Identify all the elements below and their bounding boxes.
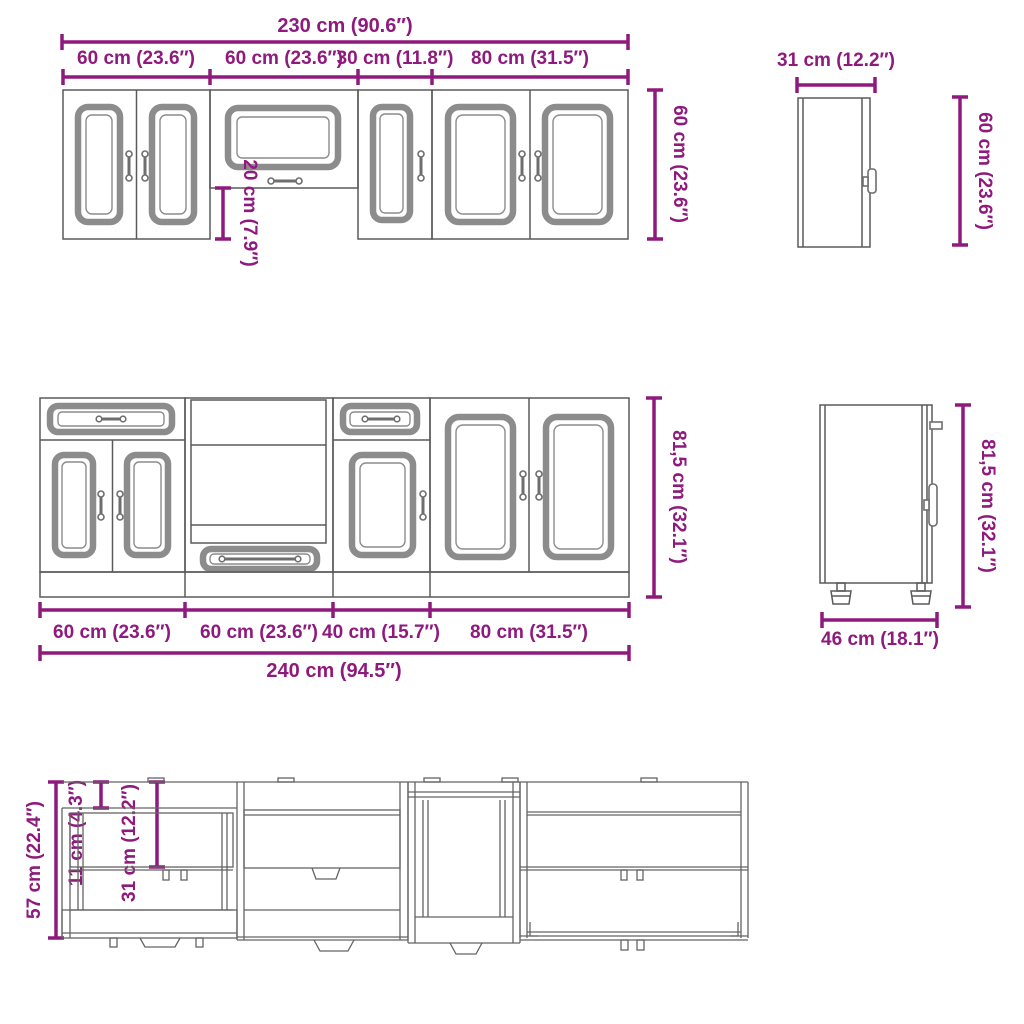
wall-cabinets-front-view <box>62 15 690 267</box>
dim-label-base-seg4: 80 cm (31.5″) <box>470 622 588 643</box>
adjustable-foot <box>831 583 851 604</box>
dim-label-base-side-height: 81,5 cm (32.1″) <box>977 439 998 573</box>
door-panel <box>152 107 194 222</box>
door-handle <box>268 178 302 184</box>
wall-cabinet-80-double-door <box>432 90 628 239</box>
door-handle-side <box>868 169 876 193</box>
dim-label-base-seg1: 60 cm (23.6″) <box>53 622 171 643</box>
dim-label-wall-side-height: 60 cm (23.6″) <box>974 112 995 230</box>
dim-label-wall-height: 60 cm (23.6″) <box>669 105 690 223</box>
dim-label-base-total: 240 cm (94.5″) <box>266 660 402 682</box>
base-cabinet-80-double-door <box>430 398 629 572</box>
door-panel <box>127 455 168 555</box>
drawer-handle <box>362 416 400 422</box>
door-panel <box>78 107 120 222</box>
dim-label-wall-seg1: 60 cm (23.6″) <box>77 48 195 69</box>
drawer-handle <box>96 416 126 422</box>
door-panel <box>546 417 611 557</box>
base-cabinet-60-oven-housing <box>185 398 333 572</box>
door-panel <box>352 455 413 555</box>
dim-detail-inner-drawer <box>119 782 165 902</box>
door-handle <box>117 491 123 520</box>
dim-label-wall-seg4: 80 cm (31.5″) <box>471 48 589 69</box>
dim-label-wall-side-depth: 31 cm (12.2″) <box>777 50 895 71</box>
base-cabinet-side-view <box>820 405 998 650</box>
door-handle-mount <box>924 500 929 510</box>
drawer-detail-view <box>24 778 748 954</box>
door-handle <box>520 471 526 500</box>
dim-label-detail-height: 57 cm (22.4″) <box>24 801 45 919</box>
adjustable-foot <box>911 583 931 604</box>
drawer-handle <box>219 556 301 562</box>
wall-cabinet-side-view <box>777 50 995 247</box>
door-panel <box>55 455 93 555</box>
dim-detail-cabinet-height <box>24 782 64 938</box>
door-handle <box>126 151 132 181</box>
dim-base-side-height <box>955 405 998 607</box>
door-handle <box>418 151 424 181</box>
door-handle <box>142 151 148 181</box>
dim-wall-total-width <box>62 15 628 50</box>
wall-cabinet-60-glass-door <box>210 90 358 188</box>
dim-label-base-seg2: 60 cm (23.6″) <box>200 622 318 643</box>
door-panel <box>373 107 410 220</box>
wall-cabinet-60-double-door <box>63 90 210 239</box>
base-cabinets-front-view <box>40 398 689 682</box>
door-panel <box>545 107 610 222</box>
wall-cabinet-side-body <box>798 98 876 247</box>
dim-base-total-width <box>40 645 629 682</box>
dim-label-base-side-depth: 46 cm (18.1″) <box>821 629 939 650</box>
door-handle <box>536 471 542 500</box>
dim-label-wall-total: 230 cm (90.6″) <box>277 15 413 37</box>
dim-label-base-seg3: 40 cm (15.7″) <box>322 622 440 643</box>
dim-label-wall-seg3: 30 cm (11.8″) <box>336 48 454 69</box>
dim-base-height <box>646 398 689 597</box>
dim-wall-height <box>647 90 690 239</box>
dim-wall-side-depth <box>777 50 895 93</box>
door-panel <box>448 417 513 557</box>
dim-wall-hood-gap <box>215 159 260 266</box>
wall-cabinet-30-single-door <box>358 90 432 239</box>
dim-wall-segments <box>63 48 628 85</box>
oven-cavity <box>191 400 326 543</box>
door-handle <box>535 151 541 181</box>
base-cabinet-side-body <box>820 405 942 604</box>
door-handle-side <box>929 484 937 526</box>
door-handle <box>98 491 104 520</box>
countertop-lip <box>930 422 942 429</box>
door-handle <box>519 151 525 181</box>
dim-base-segments <box>40 602 629 643</box>
dim-wall-side-height <box>952 97 995 245</box>
base-cabinet-60-drawer-doors <box>40 398 185 572</box>
dim-label-wall-seg2: 60 cm (23.6″) <box>225 48 343 69</box>
dim-label-detail-inner-drawer: 31 cm (12.2″) <box>119 784 140 902</box>
base-cabinet-40-drawer-door <box>333 398 430 572</box>
door-handle <box>420 491 426 520</box>
dim-label-detail-top-drawer: 11 cm (4.3″) <box>66 779 87 887</box>
dim-base-side-depth <box>821 612 939 650</box>
door-panel <box>448 107 513 222</box>
base-plinth <box>40 572 629 597</box>
dim-label-base-height: 81,5 cm (32.1″) <box>668 430 689 564</box>
door-handle-mount <box>863 177 868 186</box>
dim-label-hood-gap: 20 cm (7.9″) <box>239 159 260 267</box>
